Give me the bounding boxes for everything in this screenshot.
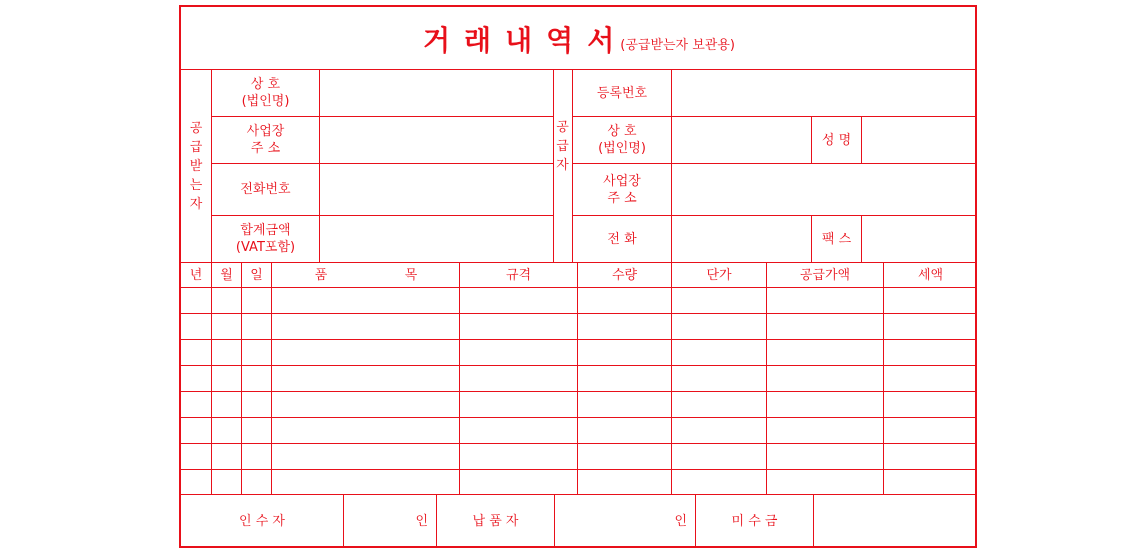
table-row[interactable]	[181, 444, 977, 469]
supplier-name-label: 성 명	[821, 132, 852, 148]
receiver-address-field[interactable]	[320, 117, 553, 163]
header-year: 년	[189, 267, 203, 283]
supplier-company-label: 상 호 (법인명)	[598, 124, 646, 156]
receiver-phone-label: 전화번호	[240, 182, 291, 197]
supplier-section-label: 공 급 자	[556, 120, 569, 173]
table-row[interactable]	[181, 392, 977, 417]
header-qty: 수량	[611, 267, 638, 283]
header-day: 일	[250, 267, 263, 283]
deliverer-label: 납 품 자	[472, 514, 519, 529]
receiver-company-label: 상 호 (법인명)	[241, 77, 290, 109]
table-row[interactable]	[181, 288, 977, 313]
header-month: 월	[220, 267, 233, 283]
header-supply-amount: 공급가액	[799, 267, 851, 283]
table-row[interactable]	[181, 340, 977, 365]
supplier-company-field[interactable]	[672, 117, 811, 163]
table-row[interactable]	[181, 418, 977, 443]
receiver-address-label: 사업장 주 소	[246, 124, 285, 156]
supplier-phone-label: 전 화	[607, 231, 637, 247]
receiver-total-label: 합계금액 (VAT포함)	[235, 223, 296, 255]
receiver-phone-field[interactable]	[320, 164, 553, 215]
receiver-total-field[interactable]	[320, 216, 553, 262]
supplier-reg-number-label: 등록번호	[596, 85, 648, 101]
form-title-subtitle: (공급받는자 보관용)	[620, 37, 735, 53]
receiver-company-field[interactable]	[320, 70, 553, 116]
unpaid-amount-field[interactable]	[814, 495, 977, 548]
header-item-right: 목	[404, 267, 418, 283]
header-unit-price: 단가	[706, 267, 732, 283]
unpaid-label: 미 수 금	[731, 514, 778, 529]
header-tax: 세액	[917, 267, 944, 283]
transaction-statement-form	[179, 5, 977, 548]
table-row[interactable]	[181, 470, 977, 494]
form-title	[181, 7, 977, 71]
supplier-address-label: 사업장 주 소	[603, 173, 641, 206]
supplier-fax-label: 팩 스	[821, 231, 852, 247]
supplier-reg-number-field[interactable]	[672, 70, 977, 116]
table-row[interactable]	[181, 314, 977, 339]
supplier-phone-field[interactable]	[672, 216, 811, 262]
table-row[interactable]	[181, 366, 977, 391]
form-title-main: 거래내역서	[423, 24, 629, 57]
recipient-label: 인 수 자	[239, 514, 285, 529]
recipient-seal-label: 인	[415, 514, 428, 529]
header-item-left: 품	[314, 267, 328, 283]
supplier-address-field[interactable]	[672, 164, 977, 215]
supplier-fax-field[interactable]	[862, 216, 977, 262]
header-spec: 규격	[505, 267, 532, 283]
deliverer-seal-label: 인	[674, 514, 687, 529]
supplier-name-field[interactable]	[862, 117, 977, 163]
receiver-section-label: 공 급 받 는 자	[189, 121, 203, 212]
